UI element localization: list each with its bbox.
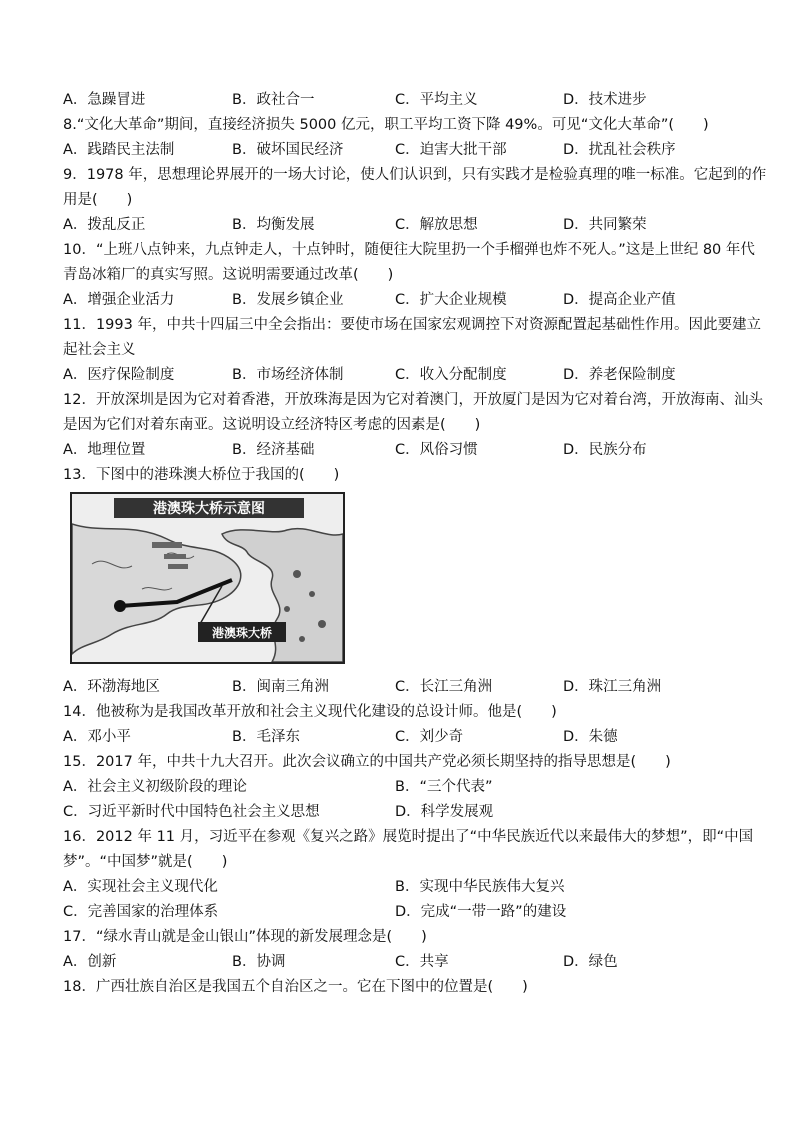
q16-option-b: B．实现中华民族伟大复兴: [395, 879, 565, 895]
q7-option-b: B．政社合一: [232, 92, 315, 108]
q10-stem-line1: 10．“上班八点钟来，九点钟走人，十点钟时，随便往大院里扔一个手榴弹也炸不死人。”这是上世纪 80 年代: [63, 242, 755, 258]
q14-option-c: C．刘少奇: [395, 729, 464, 745]
q14-option-d: D．朱德: [563, 729, 618, 745]
q11-option-c: C．收入分配制度: [395, 367, 507, 383]
q7-option-c: C．平均主义: [395, 92, 478, 108]
q10-stem-line2: 青岛冰箱厂的真实写照。这说明需要通过改革( ): [63, 267, 394, 283]
q9-stem-line2: 用是( ): [63, 192, 133, 208]
q17-option-d: D．绿色: [563, 954, 618, 970]
q14-option-b: B．毛泽东: [232, 729, 300, 745]
q9-stem-line1: 9．1978 年，思想理论界展开的一场大讨论，使人们认识到，只有实践才是检验真理的唯一标准。它起到的作: [63, 167, 767, 183]
q7-option-a: A．急躁冒进: [63, 92, 146, 108]
q13-option-a: A．环渤海地区: [63, 679, 160, 695]
q17-stem: 17．“绿水青山就是金山银山”体现的新发展理念是( ): [63, 929, 427, 945]
q11-option-a: A．医疗保险制度: [63, 367, 175, 383]
q11-option-b: B．市场经济体制: [232, 367, 344, 383]
q12-option-a: A．地理位置: [63, 442, 146, 458]
q17-option-a: A．创新: [63, 954, 117, 970]
map-illustration: [72, 494, 343, 662]
q16-option-a: A．实现社会主义现代化: [63, 879, 218, 895]
q8-option-c: C．迫害大批干部: [395, 142, 507, 158]
q16-stem-line2: 梦”。“中国梦”就是( ): [63, 854, 228, 870]
q13-option-c: C．长江三角洲: [395, 679, 493, 695]
q9-option-a: A．拨乱反正: [63, 217, 146, 233]
q12-stem-line2: 是因为它们对着东南亚。这说明设立经济特区考虑的因素是( ): [63, 417, 481, 433]
q10-option-c: C．扩大企业规模: [395, 292, 507, 308]
q9-option-c: C．解放思想: [395, 217, 478, 233]
q15-option-a: A．社会主义初级阶段的理论: [63, 779, 247, 795]
q15-option-c: C．习近平新时代中国特色社会主义思想: [63, 804, 320, 820]
q17-option-b: B．协调: [232, 954, 286, 970]
q14-option-a: A．邓小平: [63, 729, 131, 745]
q10-option-d: D．提高企业产值: [563, 292, 676, 308]
q12-option-b: B．经济基础: [232, 442, 315, 458]
q16-option-c: C．完善国家的治理体系: [63, 904, 219, 920]
q17-option-c: C．共享: [395, 954, 449, 970]
q8-stem: 8.“文化大革命”期间，直接经济损失 5000 亿元，职工平均工资下降 49%。可见“文化大革命”( ): [63, 117, 709, 133]
q8-option-d: D．扰乱社会秩序: [563, 142, 676, 158]
q13-option-d: D．珠江三角洲: [563, 679, 662, 695]
map-bridge-label: 港澳珠大桥: [211, 626, 273, 640]
q16-option-d: D．完成“一带一路”的建设: [395, 904, 567, 920]
q9-option-d: D．共同繁荣: [563, 217, 647, 233]
q12-option-c: C．风俗习惯: [395, 442, 478, 458]
q15-option-b: B．“三个代表”: [395, 779, 493, 795]
q10-option-a: A．增强企业活力: [63, 292, 175, 308]
q9-option-b: B．均衡发展: [232, 217, 315, 233]
q14-stem: 14．他被称为是我国改革开放和社会主义现代化建设的总设计师。他是( ): [63, 704, 557, 720]
q11-stem-line1: 11．1993 年，中共十四届三中全会指出：要使市场在国家宏观调控下对资源配置起基础性作用。因此要建立: [63, 317, 761, 333]
q12-option-d: D．民族分布: [563, 442, 647, 458]
map-title: 港澳珠大桥示意图: [153, 501, 265, 517]
q13-option-b: B．闽南三角洲: [232, 679, 329, 695]
q8-option-a: A．践踏民主法制: [63, 142, 175, 158]
q15-stem: 15．2017 年，中共十九大召开。此次会议确立的中国共产党必须长期坚持的指导思想是( ): [63, 754, 671, 770]
q10-option-b: B．发展乡镇企业: [232, 292, 344, 308]
hzmb-map-figure: [70, 492, 345, 664]
q16-stem-line1: 16．2012 年 11 月，习近平在参观《复兴之路》展览时提出了“中华民族近代以来最伟大的梦想”，即“中国: [63, 829, 754, 845]
q15-option-d: D．科学发展观: [395, 804, 494, 820]
q13-stem: 13．下图中的港珠澳大桥位于我国的( ): [63, 467, 340, 483]
q11-stem-line2: 起社会主义: [63, 342, 136, 358]
q7-option-d: D．技术进步: [563, 92, 647, 108]
q11-option-d: D．养老保险制度: [563, 367, 676, 383]
q8-option-b: B．破坏国民经济: [232, 142, 344, 158]
q18-stem: 18．广西壮族自治区是我国五个自治区之一。它在下图中的位置是( ): [63, 979, 528, 995]
q12-stem-line1: 12．开放深圳是因为它对着香港，开放珠海是因为它对着澳门，开放厦门是因为它对着台湾，开放海南、汕头: [63, 392, 763, 408]
